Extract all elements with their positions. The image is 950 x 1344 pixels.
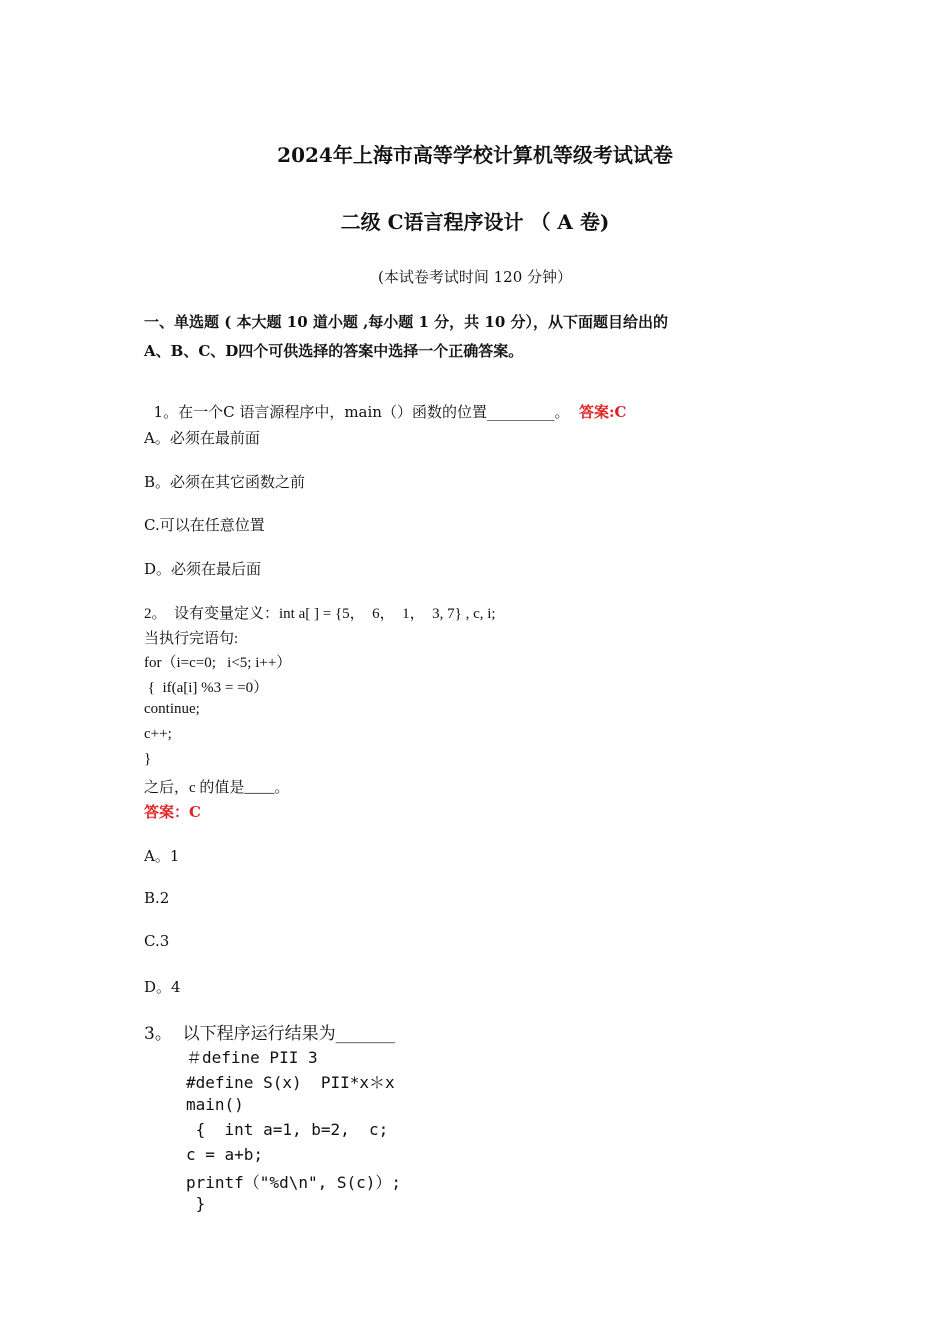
q2-option-d: D。4 — [144, 978, 181, 996]
q3-code-line-4: { int a=1, b=2, c; — [186, 1120, 389, 1139]
q3-code-line-1: ＃define PII 3 — [186, 1048, 318, 1067]
q2-line-5: continue; — [144, 701, 200, 717]
q2-option-a: A。1 — [144, 847, 180, 865]
question-1 — [144, 383, 627, 422]
q1-option-d: D。必须在最后面 — [144, 560, 262, 578]
q2-line-2: 当执行完语句: — [144, 631, 239, 647]
q2-line-7: } — [144, 751, 152, 767]
q3-code-line-7: } — [186, 1194, 206, 1213]
q2-option-b: B.2 — [144, 889, 170, 907]
exam-duration: (本试卷考试时间 120 分钟） — [377, 268, 573, 286]
q3-code-line-3: main() — [186, 1095, 244, 1114]
question-2-answer: 答案：C — [144, 803, 201, 821]
question-3-stem: 3。 以下程序运行结果为_______ — [144, 1024, 396, 1044]
section-heading-line1: 一、单选题 ( 本大题 10 道小题 ,每小题 1 分，共 10 分），从下面题目给出的 — [144, 313, 669, 331]
q3-code-line-6: printf（"%d\n", S(c)）; — [186, 1173, 402, 1192]
q1-option-b: B。必须在其它函数之前 — [144, 473, 306, 491]
q2-option-c: C.3 — [144, 932, 170, 950]
question-1-stem: 1。在一个C 语言源程序中，main（）函数的位置_________。 — [153, 403, 570, 421]
exam-title: 2024年上海市高等学校计算机等级考试试卷 — [277, 143, 673, 167]
q3-code-line-2: #define S(x) PII*x＊x — [186, 1073, 395, 1092]
q2-line-8: 之后，c 的值是____。 — [144, 780, 290, 796]
q1-option-a: A。必须在最前面 — [144, 429, 260, 447]
q2-line-4: { if(a[i] %3 = =0） — [144, 680, 269, 696]
q2-line-6: c++; — [144, 726, 172, 742]
exam-subtitle: 二级 C语言程序设计 （ A 卷) — [340, 210, 610, 234]
q2-line-1: 2。 设有变量定义：int a[ ] = {5， 6， 1， 3, 7} , c, i; — [144, 606, 496, 622]
section-heading-line2: A、B、C、D四个可供选择的答案中选择一个正确答案。 — [144, 342, 524, 360]
question-1-answer: 答案:C — [579, 403, 627, 421]
q1-option-c: C.可以在任意位置 — [144, 516, 265, 534]
q3-code-line-5: c = a+b; — [186, 1145, 264, 1164]
q2-line-3: for（i=c=0; i<5; i++） — [144, 655, 292, 671]
